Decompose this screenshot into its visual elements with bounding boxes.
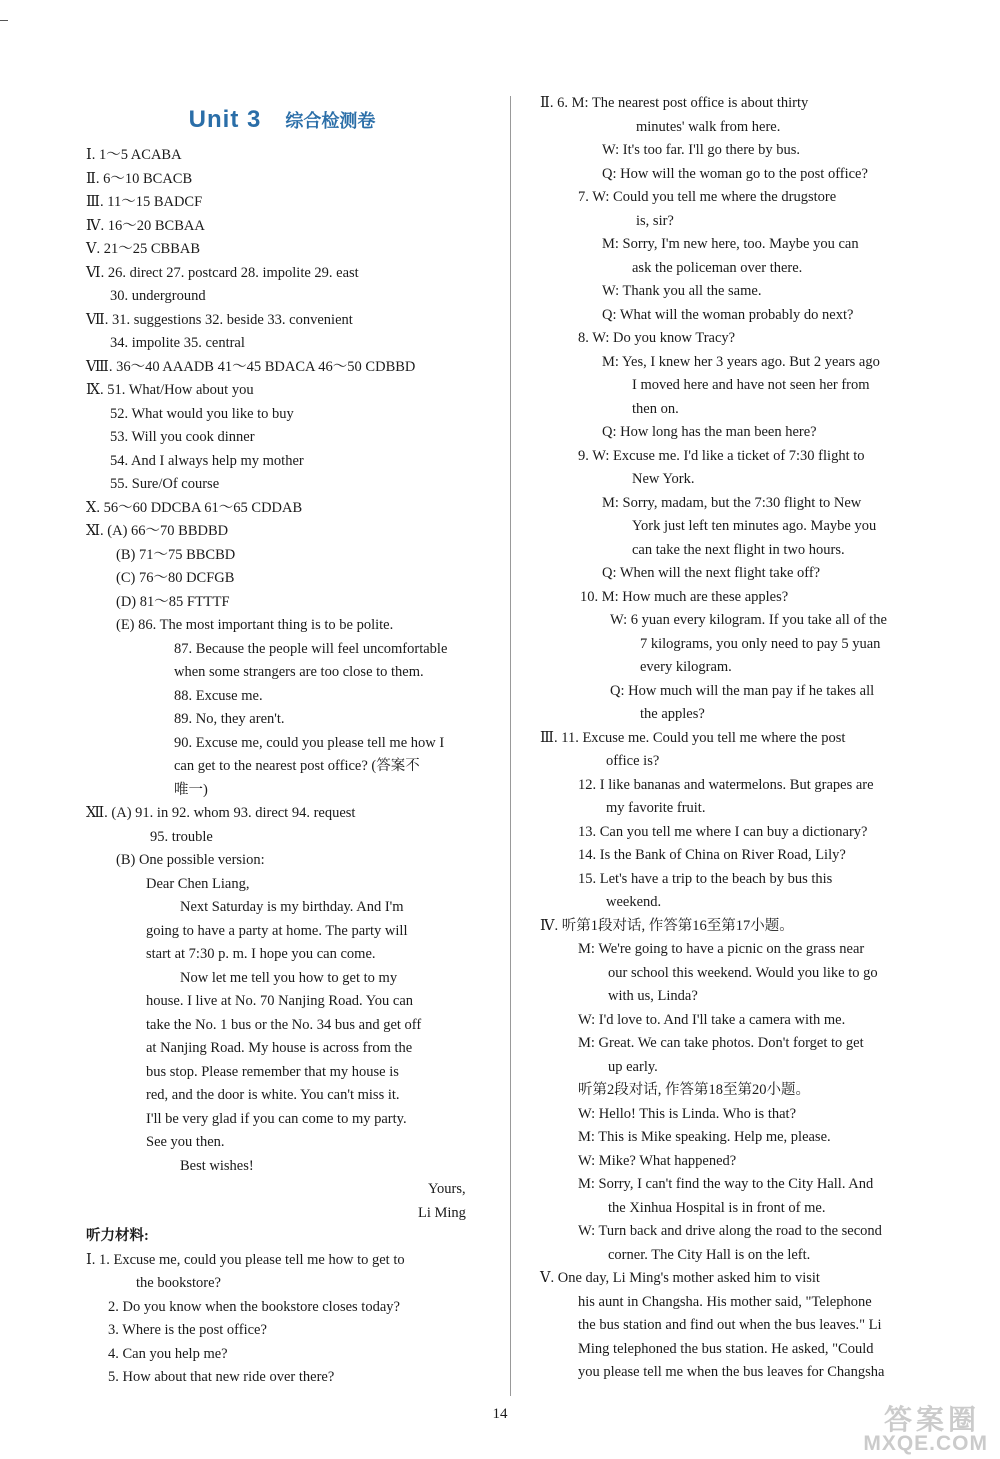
text-line: then on. — [632, 400, 679, 417]
text-line: Ⅴ. 21～25 CBBAB — [86, 241, 201, 257]
text-line: M: We're going to have a picnic on the grass near — [578, 941, 865, 957]
text-line: Dear Chen Liang, — [146, 875, 250, 892]
text-line: 9. W: Excuse me. I'd like a ticket of 7:30 flight to — [578, 447, 865, 464]
text-line: take the No. 1 bus or the No. 34 bus and get off — [146, 1016, 422, 1033]
text-line: Ⅶ. 31. suggestions 32. beside 33. convenient — [86, 311, 353, 328]
text-line: his aunt in Changsha. His mother said, "Telephone — [578, 1293, 872, 1310]
text-line: corner. The City Hall is on the left. — [608, 1246, 811, 1263]
text-line: Ⅱ. 6～10 BCACB — [86, 170, 193, 187]
text-line: Ⅲ. 11. Excuse me. Could you tell me where the post — [540, 729, 846, 746]
scan-mark — [0, 20, 8, 21]
text-line: 听第2段对话, 作答第18至第20小题。 — [578, 1082, 810, 1098]
text-line: W: I'd love to. And I'll take a camera with me. — [578, 1011, 846, 1028]
text-line: the bookstore? — [136, 1275, 221, 1291]
text-line: 95. trouble — [150, 828, 213, 845]
text-line: house. I live at No. 70 Nanjing Road. You can — [146, 993, 414, 1009]
text-line: weekend. — [606, 894, 662, 910]
text-line: Ming telephoned the bus station. He asked, "Could — [578, 1340, 874, 1357]
text-line: Ⅰ. 1. Excuse me, could you please tell me how to get to — [86, 1251, 405, 1268]
text-line: Q: How will the woman go to the post office? — [602, 165, 868, 182]
text-line: 5. How about that new ride over there? — [108, 1369, 335, 1385]
text-line: 3. Where is the post office? — [108, 1322, 267, 1338]
right-column — [540, 92, 942, 1385]
text-line: 8. W: Do you know Tracy? — [578, 330, 736, 346]
text-line: Ⅵ. 26. direct 27. postcard 28. impolite 29. east — [86, 264, 359, 281]
text-line: minutes' walk from here. — [636, 118, 781, 135]
text-line: Ⅲ. 11～15 BADCF — [86, 194, 203, 210]
text-line: 10. M: How much are these apples? — [580, 588, 789, 605]
text-line: W: 6 yuan every kilogram. If you take all of the — [610, 612, 887, 628]
listening-transcript — [540, 92, 942, 1385]
text-line: up early. — [608, 1058, 658, 1075]
text-line: 54. And I always help my mother — [110, 452, 304, 469]
text-line: 34. impolite 35. central — [110, 335, 245, 351]
text-line: Ⅸ. 51. What/How about you — [86, 382, 254, 398]
text-line: New York. — [632, 471, 695, 487]
text-line: 4. Can you help me? — [108, 1345, 228, 1362]
text-line: M: Sorry, madam, but the 7:30 flight to New — [602, 494, 862, 511]
text-line: Ⅰ. 1～5 ACABA — [86, 147, 182, 163]
text-line: when some strangers are too close to them. — [174, 664, 424, 680]
text-line: W: It's too far. I'll go there by bus. — [602, 142, 800, 158]
text-line: (D) 81～85 FTTTF — [116, 593, 230, 610]
watermark-site: MXQE.COM — [863, 1432, 988, 1455]
text-line: 听力材料: — [86, 1228, 149, 1244]
text-line: 55. Sure/Of course — [110, 476, 220, 492]
text-line: W: Turn back and drive along the road to the second — [578, 1223, 882, 1239]
text-line: Ⅷ. 36～40 AAADB 41～45 BDACA 46～50 CDBBD — [86, 358, 416, 375]
page-number: 14 — [492, 1406, 508, 1422]
text-line: the apples? — [640, 706, 705, 722]
text-line: W: Mike? What happened? — [578, 1152, 737, 1169]
text-line: 13. Can you tell me where I can buy a dictionary? — [578, 823, 868, 840]
text-line: Ⅹ. 56～60 DDCBA 61～65 CDDAB — [86, 499, 303, 516]
text-line: 12. I like bananas and watermelons. But grapes are — [578, 776, 874, 793]
watermark-logo: 答案圈 — [883, 1404, 980, 1435]
text-line: 90. Excuse me, could you please tell me how I — [174, 734, 445, 751]
text-line: Now let me tell you how to get to my — [180, 969, 398, 986]
text-line: Ⅴ. One day, Li Ming's mother asked him to visit — [540, 1270, 820, 1286]
text-line: Q: How long has the man been here? — [602, 424, 817, 440]
text-line: (B) 71～75 BBCBD — [116, 546, 236, 563]
page-title — [86, 106, 478, 136]
text-line: I moved here and have not seen her from — [632, 377, 870, 393]
text-line: every kilogram. — [640, 659, 732, 675]
text-line: 7 kilograms, you only need to pay 5 yuan — [640, 635, 881, 652]
text-line: is, sir? — [636, 212, 674, 229]
column-divider — [510, 96, 511, 1396]
text-line: 30. underground — [110, 288, 206, 304]
text-line: York just left ten minutes ago. Maybe you — [632, 518, 877, 534]
text-line: bus stop. Please remember that my house is — [146, 1063, 399, 1080]
text-line: Q: When will the next flight take off? — [602, 565, 821, 581]
left-column — [86, 96, 478, 1390]
text-line: can take the next flight in two hours. — [632, 541, 845, 558]
text-line: Ⅺ. (A) 66～70 BBDBD — [86, 523, 229, 539]
text-line: M: Sorry, I'm new here, too. Maybe you can — [602, 236, 859, 252]
text-line: Ⅱ. 6. M: The nearest post office is about thirty — [540, 95, 809, 111]
text-line: W: Thank you all the same. — [602, 283, 762, 299]
watermark — [820, 1398, 988, 1456]
text-line: Next Saturday is my birthday. And I'm — [180, 899, 404, 915]
text-line: See you then. — [146, 1134, 225, 1150]
text-line: start at 7:30 p. m. I hope you can come. — [146, 946, 376, 962]
text-line: can get to the nearest post office? (答案不 — [174, 758, 420, 774]
text-line: Ⅳ. 听第1段对话, 作答第16至第17小题。 — [540, 917, 794, 934]
unit-label: Unit 3 — [188, 106, 262, 133]
text-line: Best wishes! — [180, 1157, 254, 1174]
text-line: the bus station and find out when the bus leaves." Li — [578, 1317, 882, 1333]
text-line: Q: How much will the man pay if he takes all — [610, 682, 875, 699]
text-line: 89. No, they aren't. — [174, 711, 285, 727]
text-line: (B) One possible version: — [116, 852, 265, 868]
text-line: with us, Linda? — [608, 988, 698, 1004]
text-line: my favorite fruit. — [606, 800, 706, 816]
text-line: 87. Because the people will feel uncomfortable — [174, 640, 448, 657]
text-line: 15. Let's have a trip to the beach by bus this — [578, 870, 833, 887]
text-line: 唯一) — [174, 781, 208, 798]
text-line: our school this weekend. Would you like to go — [608, 964, 878, 981]
text-line: you please tell me when the bus leaves for Changsha — [578, 1364, 885, 1380]
text-line: ask the policeman over there. — [632, 259, 803, 276]
text-line: 52. What would you like to buy — [110, 405, 294, 422]
text-line: the Xinhua Hospital is in front of me. — [608, 1199, 826, 1216]
answer-key — [86, 144, 478, 1390]
text-line: M: This is Mike speaking. Help me, please. — [578, 1129, 831, 1145]
text-line: M: Sorry, I can't find the way to the City Hall. And — [578, 1176, 874, 1192]
text-line: Ⅻ. (A) 91. in 92. whom 93. direct 94. request — [86, 805, 356, 821]
text-line: Li Ming — [418, 1204, 466, 1221]
unit-subtitle: 综合检测卷 — [285, 111, 376, 131]
text-line: Q: What will the woman probably do next? — [602, 306, 854, 323]
text-line: 14. Is the Bank of China on River Road, Lily? — [578, 847, 846, 863]
text-line: 53. Will you cook dinner — [110, 429, 255, 445]
text-line: M: Great. We can take photos. Don't forget to get — [578, 1035, 864, 1051]
text-line: (C) 76～80 DCFGB — [116, 570, 235, 586]
text-line: Yours, — [428, 1181, 466, 1197]
text-line: (E) 86. The most important thing is to be polite. — [116, 617, 394, 633]
text-line: 2. Do you know when the bookstore closes today? — [108, 1298, 400, 1315]
text-line: 7. W: Could you tell me where the drugstore — [578, 189, 837, 205]
text-line: Ⅳ. 16～20 BCBAA — [86, 217, 205, 234]
text-line: office is? — [606, 753, 660, 769]
text-line: 88. Excuse me. — [174, 687, 263, 704]
text-line: M: Yes, I knew her 3 years ago. But 2 years ago — [602, 353, 880, 370]
text-line: I'll be very glad if you can come to my party. — [146, 1110, 407, 1127]
text-line: going to have a party at home. The party will — [146, 922, 408, 939]
text-line: red, and the door is white. You can't miss it. — [146, 1087, 400, 1103]
text-line: W: Hello! This is Linda. Who is that? — [578, 1105, 797, 1122]
text-line: at Nanjing Road. My house is across from the — [146, 1040, 413, 1056]
